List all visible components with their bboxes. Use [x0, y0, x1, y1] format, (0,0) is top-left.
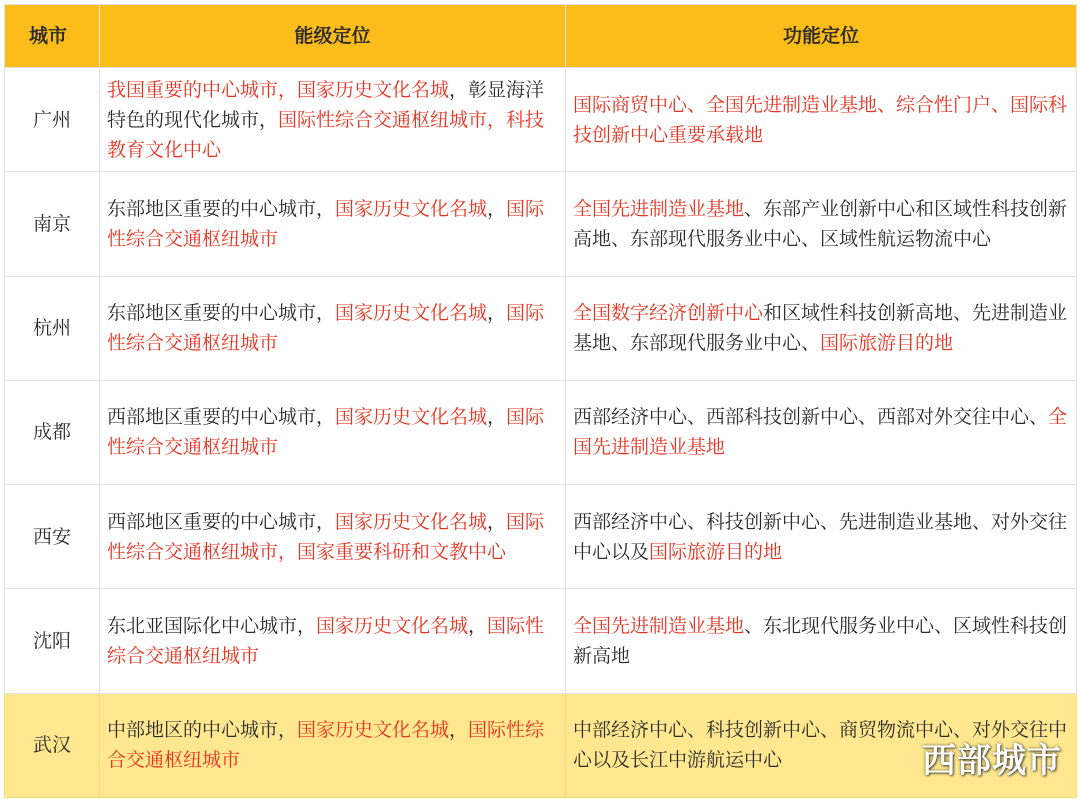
- plain-text: ，: [487, 510, 507, 533]
- table-row: [5, 589, 1077, 693]
- level-cell: [100, 68, 566, 172]
- highlighted-text: 国际旅游目的地: [649, 540, 783, 563]
- city-cell: 广州: [5, 68, 100, 172]
- plain-text: 、东北现代服务业中心、区域性科技创新高地: [573, 615, 1068, 668]
- level-cell: [100, 485, 566, 589]
- city-cell: 西安: [5, 485, 100, 589]
- table-row: [5, 380, 1077, 484]
- watermark-text: 西部城市: [922, 741, 1062, 781]
- plain-text: 西部地区重要的中心城市，: [107, 510, 336, 533]
- plain-text: ，: [487, 406, 507, 429]
- level-cell: [100, 589, 566, 693]
- table-row: [5, 276, 1077, 380]
- city-cell: 沈阳: [5, 589, 100, 693]
- function-cell: [566, 68, 1077, 172]
- plain-text: ，: [487, 197, 507, 220]
- level-cell: [100, 276, 566, 380]
- highlighted-text: 国际性综合交通枢纽城市: [107, 615, 545, 668]
- function-cell: [566, 172, 1077, 276]
- table-header-row: [5, 5, 1077, 68]
- level-cell: [100, 693, 566, 797]
- city-cell: 成都: [5, 380, 100, 484]
- plain-text: 中部经济中心、科技创新中心、商贸物流中心、对外交往中心以及长江中游航运中心: [573, 719, 1068, 772]
- plain-text: 、东部产业创新中心和区域性科技创新高地、东部现代服务业中心、区域性航运物流中心: [573, 197, 1068, 250]
- city-cell: 武汉: [5, 693, 100, 797]
- header-city: 城市: [5, 5, 100, 68]
- highlighted-text: 国际商贸中心、全国先进制造业基地、综合性门户、国际科技创新中心重要承载地: [573, 93, 1068, 146]
- plain-text: ，彰显海洋特色的现代化城市，: [107, 78, 545, 131]
- plain-text: 东北亚国际化中心城市，: [107, 615, 317, 638]
- level-cell: [100, 172, 566, 276]
- highlighted-text: 国际性综合交通枢纽城市: [107, 719, 545, 772]
- highlighted-text: 国家历史文化名城: [335, 406, 488, 429]
- city-cell: 杭州: [5, 276, 100, 380]
- table-row: [5, 693, 1077, 797]
- plain-text: 西部经济中心、西部科技创新中心、西部对外交往中心、: [573, 406, 1049, 429]
- highlighted-text: 国家历史文化名城: [335, 510, 488, 533]
- plain-text: 西部地区重要的中心城市，: [107, 406, 336, 429]
- highlighted-text: 国际性综合交通枢纽城市，国家重要科研和文教中心: [107, 510, 545, 563]
- function-cell: [566, 380, 1077, 484]
- highlighted-text: 全国先进制造业基地: [573, 197, 745, 220]
- plain-text: ，: [449, 719, 469, 742]
- header-level: 能级定位: [100, 5, 566, 68]
- table-row: [5, 485, 1077, 589]
- plain-text: 和区域性科技创新高地、先进制造业基地、东部现代服务业中心、: [573, 302, 1068, 355]
- highlighted-text: 国家历史文化名城: [297, 719, 450, 742]
- plain-text: 东部地区重要的中心城市，: [107, 302, 336, 325]
- highlighted-text: 国家历史文化名城: [335, 197, 488, 220]
- highlighted-text: 国际性综合交通枢纽城市: [107, 197, 545, 250]
- plain-text: 西部经济中心、科技创新中心、先进制造业基地、对外交往中心以及: [573, 510, 1068, 563]
- highlighted-text: 国际性综合交通枢纽城市，科技教育文化中心: [107, 108, 545, 161]
- highlighted-text: 国家历史文化名城: [335, 302, 488, 325]
- plain-text: 中部地区的中心城市，: [107, 719, 298, 742]
- function-cell: [566, 485, 1077, 589]
- function-cell: [566, 589, 1077, 693]
- city-cell: 南京: [5, 172, 100, 276]
- table-row: [5, 172, 1077, 276]
- plain-text: 东部地区重要的中心城市，: [107, 197, 336, 220]
- highlighted-text: 全国先进制造业基地: [573, 615, 745, 638]
- highlighted-text: 全国先进制造业基地: [573, 406, 1068, 459]
- highlighted-text: 我国重要的中心城市，国家历史文化名城: [107, 78, 450, 101]
- city-positioning-table: [4, 4, 1077, 798]
- highlighted-text: 全国数字经济创新中心: [573, 302, 764, 325]
- highlighted-text: 国际旅游目的地: [820, 332, 954, 355]
- highlighted-text: 国际性综合交通枢纽城市: [107, 302, 545, 355]
- highlighted-text: 国家历史文化名城: [316, 615, 469, 638]
- table-body: [5, 68, 1077, 798]
- highlighted-text: 国际性综合交通枢纽城市: [107, 406, 545, 459]
- plain-text: ，: [468, 615, 488, 638]
- plain-text: ，: [487, 302, 507, 325]
- function-cell: [566, 276, 1077, 380]
- header-function: 功能定位: [566, 5, 1077, 68]
- table-row: [5, 68, 1077, 172]
- level-cell: [100, 380, 566, 484]
